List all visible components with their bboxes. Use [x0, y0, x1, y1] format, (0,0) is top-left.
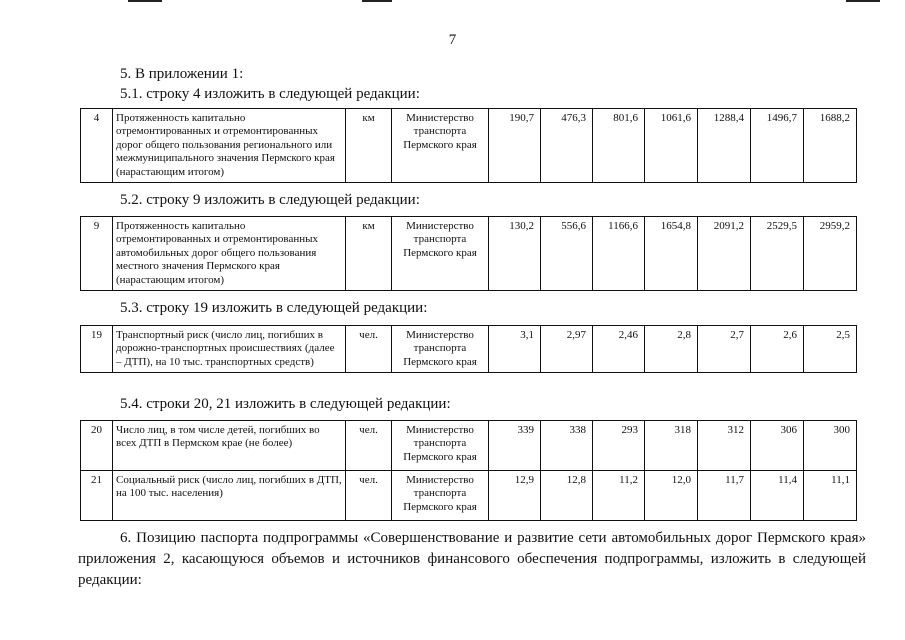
value-cell: 556,6	[541, 217, 593, 291]
row-number: 21	[81, 471, 113, 521]
page-number: 7	[448, 32, 457, 48]
value-cell: 339	[489, 421, 541, 471]
value-cell: 12,8	[541, 471, 593, 521]
value-cell: 130,2	[489, 217, 541, 291]
row-number: 9	[81, 217, 113, 291]
value-cell: 306	[751, 421, 804, 471]
responsible-ministry: Министерство транспорта Пермского края	[392, 326, 489, 373]
value-cell: 1688,2	[804, 109, 857, 183]
value-cell: 190,7	[489, 109, 541, 183]
value-cell: 2,5	[804, 326, 857, 373]
value-cell: 2,46	[593, 326, 645, 373]
value-cell: 476,3	[541, 109, 593, 183]
subsection-5-1-heading: 5.1. строку 4 изложить в следующей редакции:	[120, 86, 420, 102]
table-row	[81, 326, 857, 373]
scan-top-edge-left	[128, 0, 162, 2]
value-cell: 11,7	[698, 471, 751, 521]
value-cell: 1166,6	[593, 217, 645, 291]
value-cell: 2,8	[645, 326, 698, 373]
value-cell: 11,2	[593, 471, 645, 521]
table-row	[81, 217, 857, 291]
value-cell: 300	[804, 421, 857, 471]
responsible-ministry: Министерство транспорта Пермского края	[392, 421, 489, 471]
table-row	[81, 421, 857, 471]
row-number: 4	[81, 109, 113, 183]
value-cell: 2091,2	[698, 217, 751, 291]
scan-top-edge-right	[846, 0, 880, 2]
indicator-name: Число лиц, в том числе детей, погибших во всех ДТП в Пермском крае (не более)	[113, 421, 346, 471]
indicator-name: Протяженность капитально отремонтированных и отремонтированных дорог общего пользования регионального или межмуниципального значения Пермского края (нарастающим итогом)	[113, 109, 346, 183]
indicator-name: Протяженность капитально отремонтированных и отремонтированных автомобильных дорог общего пользования местного значения Пермского края (нарастающим итогом)	[113, 217, 346, 291]
value-cell: 801,6	[593, 109, 645, 183]
paragraph-6: 6. Позицию паспорта подпрограммы «Совершенствование и развитие сети автомобильных дорог Пермского края» приложения 2, касающуюся объемов и источников финансового обеспечения подпрограммы, изложить в следующей редакции:	[78, 530, 866, 588]
value-cell: 1654,8	[645, 217, 698, 291]
unit-of-measure: км	[346, 109, 392, 183]
unit-of-measure: чел.	[346, 326, 392, 373]
subsection-5-2-heading: 5.2. строку 9 изложить в следующей редакции:	[120, 192, 420, 208]
value-cell: 2529,5	[751, 217, 804, 291]
responsible-ministry: Министерство транспорта Пермского края	[392, 217, 489, 291]
table-row	[81, 471, 857, 521]
responsible-ministry: Министерство транспорта Пермского края	[392, 109, 489, 183]
value-cell: 12,0	[645, 471, 698, 521]
value-cell: 3,1	[489, 326, 541, 373]
subsection-5-4-heading: 5.4. строки 20, 21 изложить в следующей редакции:	[120, 396, 451, 412]
value-cell: 1496,7	[751, 109, 804, 183]
value-cell: 11,1	[804, 471, 857, 521]
value-cell: 2,7	[698, 326, 751, 373]
value-cell: 12,9	[489, 471, 541, 521]
table-row-19	[80, 325, 857, 373]
indicator-name: Социальный риск (число лиц, погибших в ДТП, на 100 тыс. населения)	[113, 471, 346, 521]
value-cell: 2959,2	[804, 217, 857, 291]
scan-top-edge-mid	[362, 0, 392, 2]
unit-of-measure: чел.	[346, 421, 392, 471]
unit-of-measure: чел.	[346, 471, 392, 521]
table-row-9	[80, 216, 857, 291]
unit-of-measure: км	[346, 217, 392, 291]
value-cell: 2,6	[751, 326, 804, 373]
value-cell: 293	[593, 421, 645, 471]
value-cell: 2,97	[541, 326, 593, 373]
value-cell: 338	[541, 421, 593, 471]
indicator-name: Транспортный риск (число лиц, погибших в дорожно-транспортных происшествиях (далее – ДТП), на 10 тыс. транспортных средств)	[113, 326, 346, 373]
value-cell: 318	[645, 421, 698, 471]
value-cell: 1288,4	[698, 109, 751, 183]
row-number: 19	[81, 326, 113, 373]
subsection-5-3-heading: 5.3. строку 19 изложить в следующей редакции:	[120, 300, 428, 316]
table-rows-20-21	[80, 420, 857, 521]
value-cell: 11,4	[751, 471, 804, 521]
table-row	[81, 109, 857, 183]
section-title: 5. В приложении 1:	[120, 66, 244, 82]
responsible-ministry: Министерство транспорта Пермского края	[392, 471, 489, 521]
value-cell: 1061,6	[645, 109, 698, 183]
table-row-4	[80, 108, 857, 183]
value-cell: 312	[698, 421, 751, 471]
row-number: 20	[81, 421, 113, 471]
